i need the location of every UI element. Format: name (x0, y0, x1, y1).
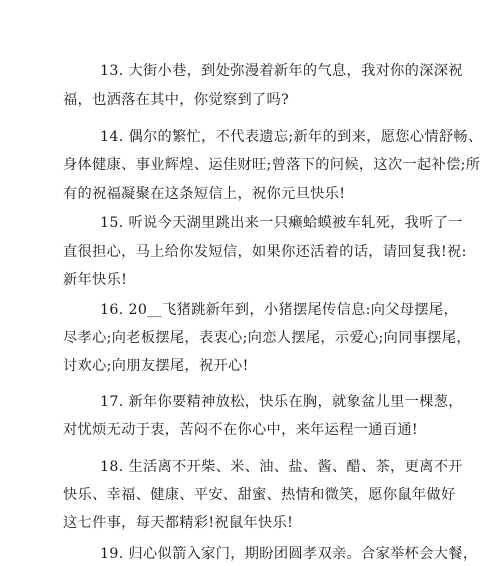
paragraph-line: 17. 新年你要精神放松，快乐在胸，就象盆儿里一棵葱， (100, 394, 463, 410)
paragraph-line: 18. 生活离不开柴、米、油、盐、酱、醋、茶，更离不开 (100, 459, 463, 475)
paragraph-line: 福，也洒落在其中，你觉察到了吗? (63, 92, 290, 108)
paragraph-line: 对忧烦无动于衷，苦闷不在你心中，来年运程一通百通! (63, 422, 418, 438)
paragraph-line: 19. 归心似箭入家门，期盼团圆孝双亲。合家举杯会大餐， (100, 546, 478, 562)
paragraph-line: 快乐、幸福、健康、平安、甜蜜、热情和微笑，愿你鼠年做好 (63, 487, 456, 503)
paragraph-line: 讨欢心;向朋友摆尾，祝开心! (63, 358, 249, 374)
paragraph-line: 直很担心，马上给你发短信，如果你还活着的话，请回复我!祝: (63, 244, 467, 260)
paragraph-line: 身体健康、事业辉煌、运佳财旺;曾落下的问候，这次一起补偿;所 (63, 157, 481, 173)
paragraph-line: 有的祝福凝聚在这条短信上，祝你元旦快乐! (63, 186, 346, 202)
paragraph-line: 13. 大街小巷，到处弥漫着新年的气息，我对你的深深祝 (100, 63, 463, 79)
paragraph-line: 这七件事，每天都精彩!祝鼠年快乐! (63, 515, 294, 531)
paragraph-line: 16. 20__飞猪跳新年到，小猪摆尾传信息:向父母摆尾， (100, 302, 458, 318)
paragraph-line: 15. 听说今天湖里跳出来一只癞蛤蟆被车轧死，我听了一 (100, 215, 463, 231)
paragraph-line: 14. 偶尔的繁忙，不代表遗忘;新年的到来，愿您心情舒畅、 (100, 129, 483, 145)
paragraph-line: 尽孝心;向老板摆尾，表衷心;向恋人摆尾，示爱心;向同事摆尾， (63, 330, 471, 346)
paragraph-line: 新年快乐! (63, 272, 128, 288)
